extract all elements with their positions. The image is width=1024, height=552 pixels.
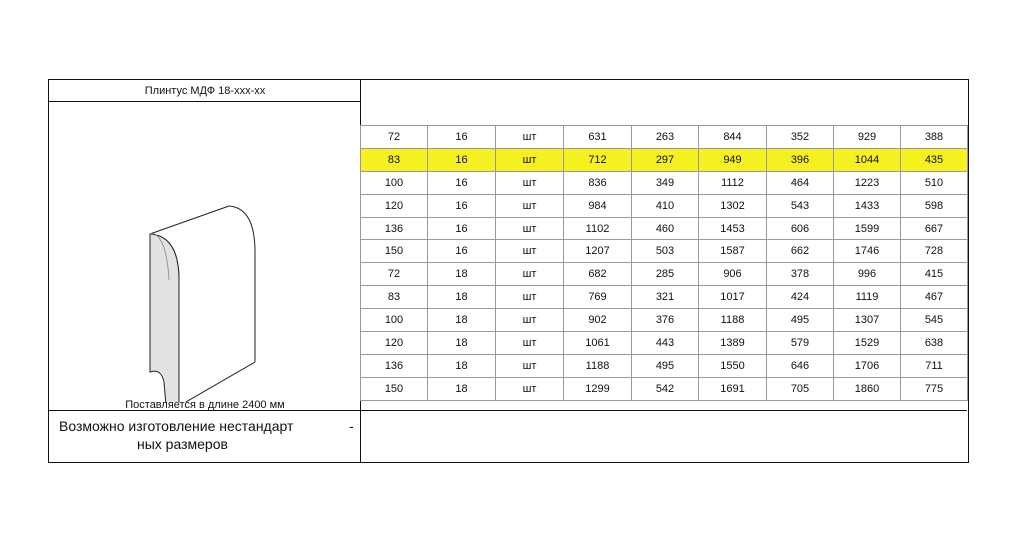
table-cell: 16	[428, 217, 496, 240]
table-cell: 1307	[834, 309, 901, 332]
table-cell: 775	[901, 377, 968, 400]
table-cell: 667	[901, 217, 968, 240]
table-cell: 1188	[564, 354, 632, 377]
table-cell: 467	[901, 286, 968, 309]
table-row	[361, 332, 968, 355]
table-cell: 646	[767, 354, 834, 377]
table-cell: 1223	[834, 171, 901, 194]
table-cell: 18	[428, 263, 496, 286]
table-cell: 415	[901, 263, 968, 286]
table-cell: 631	[564, 126, 632, 149]
table-cell: 579	[767, 332, 834, 355]
table-cell: 836	[564, 171, 632, 194]
table-cell: 902	[564, 309, 632, 332]
table-row	[361, 171, 968, 194]
table-cell: 705	[767, 377, 834, 400]
table-cell: 1599	[834, 217, 901, 240]
table-cell: 996	[834, 263, 901, 286]
table-cell: 1529	[834, 332, 901, 355]
table-cell: шт	[496, 332, 564, 355]
product-panel	[49, 80, 361, 462]
price-table	[360, 125, 968, 401]
custom-size-note-line2: ных размеров	[137, 436, 228, 452]
table-cell: 120	[361, 332, 428, 355]
table-cell: 150	[361, 240, 428, 263]
table-cell: 1587	[699, 240, 767, 263]
table-cell: 769	[564, 286, 632, 309]
table-cell: 150	[361, 377, 428, 400]
table-row	[361, 286, 968, 309]
table-cell: 1302	[699, 194, 767, 217]
table-cell: шт	[496, 286, 564, 309]
baseboard-profile-drawing	[49, 102, 361, 402]
table-cell: 1550	[699, 354, 767, 377]
table-cell: 321	[632, 286, 699, 309]
table-footer-area	[361, 410, 967, 464]
table-cell: 443	[632, 332, 699, 355]
table-cell: 16	[428, 194, 496, 217]
table-cell: 1061	[564, 332, 632, 355]
table-cell: шт	[496, 194, 564, 217]
table-cell: шт	[496, 377, 564, 400]
table-cell: 495	[632, 354, 699, 377]
table-cell: 510	[901, 171, 968, 194]
table-cell: 1102	[564, 217, 632, 240]
table-cell: 1188	[699, 309, 767, 332]
table-cell: 495	[767, 309, 834, 332]
table-cell: 16	[428, 240, 496, 263]
table-header-area	[361, 80, 967, 126]
table-cell: 712	[564, 148, 632, 171]
table-cell: 545	[901, 309, 968, 332]
table-cell: 984	[564, 194, 632, 217]
table-cell: 352	[767, 126, 834, 149]
table-cell: 728	[901, 240, 968, 263]
table-cell: 1691	[699, 377, 767, 400]
table-cell: 1433	[834, 194, 901, 217]
table-cell: 16	[428, 171, 496, 194]
table-cell: 1112	[699, 171, 767, 194]
custom-size-note	[49, 410, 361, 464]
table-cell: 297	[632, 148, 699, 171]
baseboard-profile-icon	[49, 102, 361, 402]
table-cell: 598	[901, 194, 968, 217]
table-cell: 378	[767, 263, 834, 286]
table-cell: 949	[699, 148, 767, 171]
table-cell: шт	[496, 263, 564, 286]
table-cell: 18	[428, 332, 496, 355]
table-cell: 285	[632, 263, 699, 286]
table-cell: 1860	[834, 377, 901, 400]
table-cell: 906	[699, 263, 767, 286]
table-cell: 16	[428, 126, 496, 149]
table-cell: 711	[901, 354, 968, 377]
table-cell: 100	[361, 171, 428, 194]
table-row	[361, 217, 968, 240]
table-cell: 18	[428, 377, 496, 400]
table-cell: шт	[496, 148, 564, 171]
table-cell: 410	[632, 194, 699, 217]
table-cell: 120	[361, 194, 428, 217]
table-cell: 543	[767, 194, 834, 217]
custom-size-note-line1: Возможно изготовление нестандарт	[59, 418, 294, 434]
table-cell: 136	[361, 217, 428, 240]
table-row	[361, 148, 968, 171]
table-cell: 100	[361, 309, 428, 332]
table-cell: 1207	[564, 240, 632, 263]
table-cell: 388	[901, 126, 968, 149]
table-cell: шт	[496, 240, 564, 263]
table-cell: шт	[496, 354, 564, 377]
table-cell: 349	[632, 171, 699, 194]
table-cell: 263	[632, 126, 699, 149]
table-cell: 929	[834, 126, 901, 149]
table-cell: 1299	[564, 377, 632, 400]
table-cell: 460	[632, 217, 699, 240]
table-cell: шт	[496, 126, 564, 149]
supply-length-note: Поставляется в длине 2400 мм	[125, 399, 285, 411]
table-cell: 464	[767, 171, 834, 194]
table-cell: 72	[361, 126, 428, 149]
table-row	[361, 354, 968, 377]
table-row	[361, 377, 968, 400]
table-cell: 72	[361, 263, 428, 286]
table-cell: 435	[901, 148, 968, 171]
table-cell: 16	[428, 148, 496, 171]
table-row	[361, 126, 968, 149]
table-cell: 1389	[699, 332, 767, 355]
table-cell: 1746	[834, 240, 901, 263]
table-cell: 682	[564, 263, 632, 286]
table-cell: 18	[428, 354, 496, 377]
table-cell: 396	[767, 148, 834, 171]
table-cell: 376	[632, 309, 699, 332]
table-cell: 1119	[834, 286, 901, 309]
table-cell: 606	[767, 217, 834, 240]
table-cell: 542	[632, 377, 699, 400]
table-cell: 136	[361, 354, 428, 377]
table-cell: шт	[496, 217, 564, 240]
table-cell: 83	[361, 286, 428, 309]
custom-size-note-dash: -	[349, 418, 354, 434]
table-cell: 1706	[834, 354, 901, 377]
table-cell: 1044	[834, 148, 901, 171]
table-cell: шт	[496, 309, 564, 332]
table-row	[361, 309, 968, 332]
table-cell: 18	[428, 309, 496, 332]
table-cell: 424	[767, 286, 834, 309]
product-title: Плинтус МДФ 18-xxx-xx	[49, 80, 361, 102]
table-row	[361, 263, 968, 286]
table-row	[361, 240, 968, 263]
table-cell: 844	[699, 126, 767, 149]
table-cell: 1453	[699, 217, 767, 240]
table-cell: 638	[901, 332, 968, 355]
table-cell: 83	[361, 148, 428, 171]
table-cell: 18	[428, 286, 496, 309]
table-cell: 1017	[699, 286, 767, 309]
table-row	[361, 194, 968, 217]
table-cell: 503	[632, 240, 699, 263]
table-cell: шт	[496, 171, 564, 194]
table-cell: 662	[767, 240, 834, 263]
